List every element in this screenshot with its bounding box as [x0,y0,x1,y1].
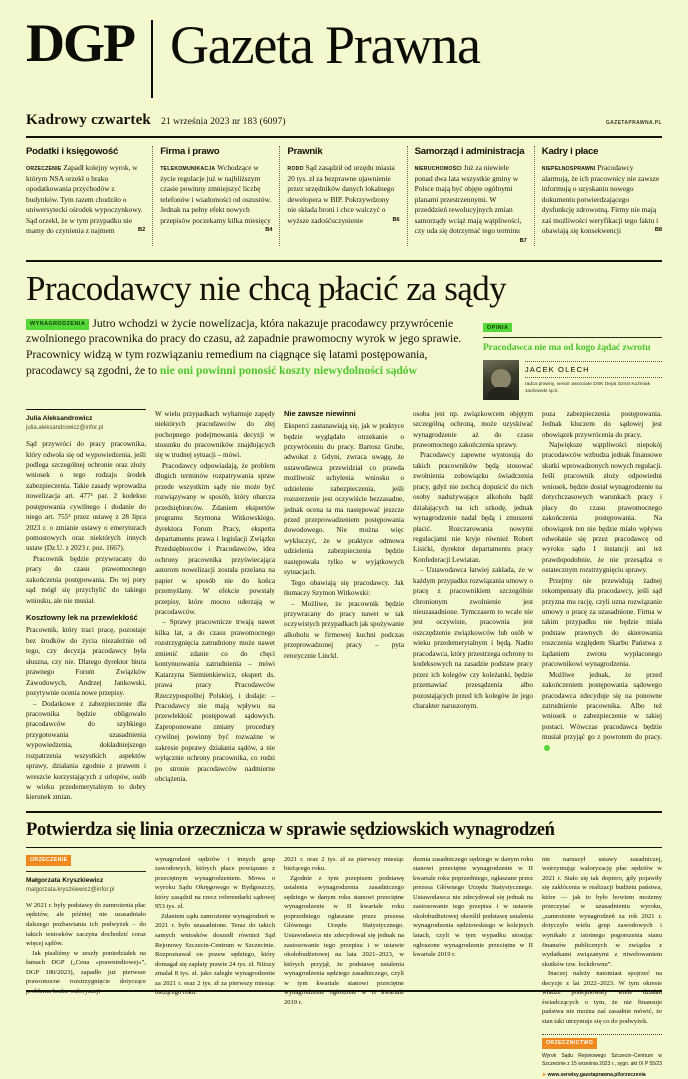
paragraph: Eksperci zastanawiają się, jak w praktyce będzie wyglądało otrzekanie o przywróceniu do pracy. Bartosz Grube, adwokat z Gdyni, zwraca uwagę, że ustawodawca przewidział co prawda możliwość uchylenia wniosku o udzielenie zabezpieczenia, jeśli rozszerzenie jest oczywiście bezzasadne, jednak ocena ta ma następować jeszcze przed przeprowadzeniem postępowania dowodowego. Nie można więc wykluczyć, że w praktyce odmowa udzielenia zabezpieczenia będzie następowała tylko w wyjątkowych sytuacjach. [284,422,404,577]
paragraph: Pracodawcy odpowiadają, że problem długich terminów rozpatrywania spraw przede wszystkim sądy nie może być rozwiązywany w sposób, który obarcza przedsiębiorców. Zdaniem ekspertów programu Szymona Witkowskiego, dyrektora Forum Pracy, eksperta departamentu prawa i legislacji Związku Przedsiębiorców i Pracodawców, idea ochrony pracownika przyświecająca autorom nowelizacji została przelana na papier w sposób nie do końca przemyślany. W efekcie powstały przepisy, które mocno uderzają w pracodawców. [155,461,275,616]
second-badge: ORZECZENIE [26,855,71,866]
opinion-rule [483,337,662,338]
paragraph: Jak pisaliśmy w zeszły poniedziałek na łamach DGP („Cena »prawniediowej«”, DGP 180/2023), zapadło już pierwsze prawomocne rozstrzygnięcie dotyczące problemu braku waloryzacji [26,949,146,995]
body-column-1-text [26,439,146,606]
teaser-1[interactable] [26,146,153,246]
teaser-tag: NIEPEŁNOSPRAWNI [541,166,596,172]
opinion-box [483,316,662,400]
teaser-heading: Samorząd i administracja [414,146,525,157]
teaser-page-ref[interactable]: B6 [392,216,400,223]
paragraph: Zgodnie z tym przepisem podstawę ustalenia wynagrodzenia zasadniczego sędziego w danym roku stanowi przeciętne wynagrodzenie w II kwartale roku poprzedniego ogłaszane przez prezesa Głównego Urzędu Statystycznego. Ustawodawca nie zdecydował się jednak na zastosowanie tego przepisu i w ustawie okołobudżetowej na lata 2021–2023, w których przyjął, że podstawę ustalenia wynagrodzenia sędziego zasadniczego, czyli w tym kwartale stanowi przeciętne wynagrodzenie ogłoszone w II kwartale 2019 r. [284,874,404,1006]
second-column-4 [413,855,533,1079]
paragraph: – Sprawy pracownicze trwają nawet kilka lat, a do czasu prawomocnego rozstrzygnięcia zatrudniony może nawet zmienić zdanie co do chęci kontynuowania zatrudnienia – mówi Katarzyna Siemienkiewicz, ekspert ds. prawa pracy Pracodawców Rzeczypospolitej Polskiej, i dodaje: – Pracodawcy nie mają wpływu na przewlekłość postępowań sądowych. Zaproponowane zmiany procedury cywilnej powinny być rozważne w zakresie poprawy działania sądów, a nie wyłącznie ochrony pracownika, co rodzi po stronie pracodawców nadmierne obciążenia. [155,618,275,783]
logo-title: Gazeta Prawna [170,15,480,75]
lead-body-columns [26,400,662,803]
paragraph: Możliwe jednak, że przed zakończeniem postępowania sądowego pracodawca zdecyduje się na ponowne zatrudnienie pracownika. Albo też wniosek o zabezpieczenie w takiej postaci. Wówczas pracodawca będzie musiał przyjąć go z powrotem do pracy. [542,670,662,754]
avatar [483,360,519,400]
second-column-3 [284,855,404,1079]
paragraph: W wielu przypadkach wyhamuje zapędy niektórych pracodawców do złej pochopnego podejmowania decyzji w stosunku do pracowników znajdujących się w trudnej sytuacji – mówi. [155,409,275,460]
teaser-text: Pracodawcy alarmują, że ich pracownicy nie zawsze informują o uzyskaniu nowego dokumentu potwierdzającego dysfunkcję zdrowotną. Firmy nie mają zaś możliwości weryfikacji tego faktu i obawiają się konsekwencji [541,163,660,236]
teaser-text: Zapadł kolejny wyrok, w którym NSA orzekł o braku opodatkowania przychodów z budynków. Tym razem chodziło o uniwersytecki ośrodek wypoczynkowy. Sąd orzekł, że w tym przypadku nie mamy do czynienia z najmem [26,163,143,236]
second-column-1-text [26,901,146,996]
teaser-3[interactable] [280,146,407,246]
paragraph: 2021 r. oraz 2 tys. zł za pierwszy miesiąc bieżącego roku. [284,855,404,873]
lead-deck-text: Jutro wchodzi w życie nowelizacja, która nakazuje pracodawcy przywrócenie zwolnionego pracownika do pracy do czasu, aż zapadnie prawomocny wyrok w jego sprawie. Pracownicy widzą w tym rozwiązaniu remedium na ciągnące się latami postępowania, pracodawcy są zgodni, że to [26,316,462,377]
second-headline[interactable]: Potwierdza się linia orzecznicza w sprawie sędziowskich wynagrodzeń [26,819,555,840]
teaser-body [26,163,145,237]
footer-rule [26,990,662,992]
lead-byline-name: Julia Aleksandrowicz [26,414,93,422]
body-column-5 [542,409,662,803]
body-column-1-text-b [26,625,146,802]
paragraph: Przejmy nie przewidują żadnej rekompensaty dla pracodawcy, jeśli sąd przyzna mu rację, czyli uzna rozwiązanie umowy o pracę za uzasadnione. Firma w takim przypadku nie będzie miała podstaw prawnych do skierowania roszczenia względem Skarbu Państwa z żądaniem zwrotu wypłaconego pracownikowi wynagrodzenia. [542,576,662,669]
masthead [26,0,662,98]
paragraph: nie naruszył ustawy zasadniczej, wstrzymując waloryzację płac sędziów w 2021 r. Stało się tak dopiero, gdy pojawiły się zakłócenia w realizacji budżetu państwa, które — jak to było bowiem możemy przeczytać w uzasadnieniu wyroku, „zamrożenie wynagrodzeń za rok 2021 r. dotyczyło wielu grup zawodowych i wynikało z istotnego pogorszenia stanu finansów publicznych w związku z wydatkami związanymi z niwelowaniem skutków tzw. lockdownu”. [542,855,662,968]
teaser-text: Już za niewiele ponad dwa lata wszystkie gminy w Polsce mają być objęte ogólnymi planami przestrzennymi. W przeddzień rewolucyjnych zmian samorządy wciąż mają wątpliwości, czy uda się dotrzymać tego terminu [414,163,522,236]
second-column-1 [26,855,146,1079]
paragraph: – Możliwe, że pracownik będzie przywracany do pracy nawet w tak oczywistych przypadkach jak spożywanie alkoholu w firmowej kuchni podczas przeprowadzonej pracy – pyta retorycznie Linckl. [284,599,404,660]
teaser-text: Wchodzące w życie regulacje już w najbliższym czasie powinny zmniejszyć liczbę telefonów i wiadomości od oszustów. Jednak na pełny efekt nowych przepisów poczekamy kilka miesięcy [160,163,272,225]
opinion-author-block [483,360,662,400]
paragraph: osoba jest np. związkowcem objętym szczególną ochroną, może uzyskiwać wynagrodzenie aż do czasu prawomocnego zakończenia sprawy. [413,409,533,449]
logo-abbreviation: DGP [26,13,134,73]
body-column-1 [26,409,146,803]
website-url: GAZETAPRAWNA.PL [605,120,662,126]
paragraph: W 2021 r. były podstawy do zamrożenia płac sędziów, ale później nie uzasadniało dalszego pozbawiania ich podwyżek – do takich wniosków zaczyna dochodzić coraz więcej sądów. [26,901,146,948]
dateline [26,112,662,129]
paragraph: Pracownik będzie przywracany do pracy do czasu prawomocnego zakończenia postępowania. Do tej pory sąd mógł się przychylić do takiego wniosku, ale nie musiał. [26,554,146,605]
opinion-badge: OPINIA [483,323,513,333]
teaser-body [160,163,273,234]
orzecznictwo-link[interactable] [542,1069,662,1079]
paragraph: poza zabezpieczenia postępowania. Jednak kluczem do sądowej jest obowiązek przywrócenia do pracy. [542,409,662,439]
paragraph: Tego obawiają się pracodawcy. Jak tłumaczy Szymon Witkowski: [284,578,404,598]
paragraph: Inaczej należy natomiast spojrzeć na decyzje z lat 2022–2023. W tym okresie władze podejmowały wiele działań świadczących o tym, że nie finansuje państwa nie można zaś zasadnie mówić, że stan taki utrzymuje się co do podwyżek. [542,970,662,1025]
paragraph: dzenia zasadniczego sędziego w danym roku stanowi przeciętne wynagrodzenie w II kwartale roku poprzedniego, ogłaszane przez prezesa Głównego Urzędu Statystycznego. Ustawodawca nie zdecydował się jednak na zastosowanie tego przepisu i w ustawie okołobudżetowej określił podstawę ustalenia wynagrodzenia sędziowskiego w kolejnych latach, czyli w tym wypadku stosując ogłoszone wynagrodzenie przeciętne w II kwartale 2019 r. [413,855,533,959]
subhead-kosztowny-lek: Kosztowny lek na przewlekłość [26,613,138,623]
paragraph: Największe wątpliwości niepokój pracodawców wzbudza jednak finansowe skutki wprowadzonych nowych regulacji. Jeśli pracownik złoży odpowiedni wniosek, będzie dostał wynagrodzenie na dotychczasowych warunkach pracy i płacy do czasu prawomocnego zakończenia postępowania. Na obowiązek ten nie będzie miało wpływu odwołanie się przez pracodawcę od wyroku sądu I instancji ani też prawdopodobnie, że nie przesądza o ostatecznym rozstrzygnięciu sprawy. [542,441,662,575]
paragraph: Pracodawcy zapewne wystosują do takich pracowników będą stosować zwolnienia zobowiązku świadczenia pracy, gdyż nie zechcą dopuścić do nich osoby nadużywające alkoholu bądź działających na ich szkodę, jednak wynagrodzenie nadal będą i zmuszeni płacić. Rozczarowania nowymi regulacjami nie kryje również Robert Lisicki, dyrektor departamentu pracy Konfederacji Lewiatan. [413,451,533,564]
lead-deck-highlight[interactable]: nie oni powinni ponosić koszty niewydolności sądów [159,363,417,377]
section-kicker: Kadrowy czwartek [26,112,151,128]
teaser-heading: Kadry i płace [541,146,599,157]
subhead-nie-zawsze-niewinni: Nie zawsze niewinni [284,408,356,418]
paragraph: Sąd przywróci do pracy pracownika, który odwoła się od wypowiedzenia, jeśli podlega szczególnej ochronie oraz złoży wniosek o tego rodzaju środek zabezpieczenia. Takie zasady wprowadza nowelizacja art. 477² par. 2 kodeksu postępowania cywilnego i dodanie do niego art. 755⁵ przez ustawę z 28 lipca 2023 r. o zmianie ustawy o emeryturach pomostowych oraz niektórych innych ustaw (Dz.U. z 2023 r. poz. 1667). [26,440,146,553]
logo-divider [151,20,153,98]
body-column-4 [413,409,533,803]
paragraph: wynagrodzeń sędziów i innych grup zawodowych, których płace powiązano z przeciętnym wynagrodzeniem. Mowa o wyroku Sądu Okręgowego w Bydgoszczy, który zasądził na rzecz referendarki sądowej 953 tys. zł. [155,855,275,911]
teaser-5[interactable] [535,146,662,246]
teaser-2[interactable] [153,146,280,246]
lead-deck [26,316,471,378]
teaser-body [414,163,527,244]
lead-byline-email[interactable]: julia.aleksandrowicz@infor.pl [26,425,104,432]
teaser-strip [26,138,662,253]
second-column-2 [155,855,275,1079]
second-byline-name: Małgorzata Kryszkiewicz [26,876,104,884]
byline-rule [26,409,146,410]
lead-headline: Pracodawcy nie chcą płacić za sądy [26,268,507,308]
second-column-5-text [542,855,662,1027]
second-column-5 [542,855,662,1079]
teaser-body [542,163,662,237]
paragraph: Zdaniem sądu zamrożenie wynagrodzeń w 2021 r. było uzasadnione. Teraz do takich samych wniosków doszedł również Sąd Rejonowy Szczecin-Centrum w Szczecinie. Rozpoznawał on pozew sędziego, który domagał się zapłaty prawie 24 tys. zł. Niższy zmalał 8 tys. zł. jako zaległe wynagrodzenie za 2021 r. oraz 2 tys. zł za pierwszy miesiąc bieżącego roku. [155,912,275,997]
opinion-author-name: JACEK OLECH [524,364,590,374]
teaser-tag: TELEKOMUNIKACJA [160,166,216,172]
lead-deck-block [26,316,471,400]
teaser-page-ref[interactable]: B2 [138,227,146,234]
teaser-tag: RODO [287,166,304,172]
body-column-3-text [284,421,404,661]
orzecznictwo-link-text: www.serwisy.gazetaprawna.pl/orzeczenia [547,1071,646,1078]
second-byline-rule [26,871,146,872]
teaser-page-ref[interactable]: B4 [265,227,273,234]
teaser-tag: NIERUCHOMOŚCI [414,166,462,172]
paragraph: Pracownik, który traci pracę, pozostaje bez środków do życia niezależnie od tego, czy decyzja pracodawcy była słuszna, czy nie. Dlatego dyrektor biura prawnego Forum Związków Zawodowych, Andrzej Jankowski, pozytywnie ocenia nowe przepisy. [26,626,146,698]
orzecznictwo-box [542,1034,662,1079]
orzecznictwo-badge: ORZECZNICTWO [542,1038,597,1049]
lead-kicker-badge: WYNAGRODZENIA [26,319,89,330]
paragraph: – Dodatkowe z zabezpieczenie dla pracownika będzie obligowało pracodawców do szybkiego przygotowania uzasadnienia wypowiedzenia, dokładniejszego rozpatrzenia wszystkich aspektów sprawy, działania zgodnie z prawem i wreszcie korzystających z urlopów, osób w wieku przedemerytalnym to dobry kierunek zmian. [26,699,146,802]
arrow-icon: ➤ [542,1071,547,1078]
issue-date: 21 września 2023 nr 183 (6097) [160,117,286,127]
teaser-page-ref[interactable]: B7 [519,237,527,244]
teaser-tag: ORZECZENIE [26,166,62,172]
opinion-title[interactable]: Pracodawca nie ma od kogo żądać zwrotu [482,341,651,353]
teaser-body [287,163,399,226]
second-byline-email[interactable]: malgorzata.kryszkiewicz@infor.pl [26,887,115,894]
end-mark-icon [544,745,550,751]
orzecznictwo-body: Wyrok Sądu Rejonowego Szczecin–Centrum w Szczecinie z 15 września 2023 r., sygn. akt IX P 55/23 [542,1053,662,1068]
body-column-3 [284,409,404,803]
body-column-2 [155,409,275,803]
teaser-page-ref[interactable]: B8 [654,227,662,234]
second-body-columns [26,855,662,1079]
teaser-4[interactable] [408,146,535,246]
second-story-bottom-rule [26,847,662,848]
paragraph: – Ustawodawca łatwiej zakłada, że w każdym przypadku rozwiązania umowy o pracę z pracownikiem szczególnie chronionym zwolnienie jest nieuzasadnione. Tymczasem to wcale nie jest oczywiste, pracownia jest oszczędzenie związkowców lub osób w wieku przedemerytalnym i będą. Nadto pracodawca, który przestrzega ochrony to kodeksowych na zasadzie podstaw pracy przez ich kolegów czy koleżanki, będzie przemawiać przesądzenia albo pozostających przed ich kolegów że jego charakter naruszonym. [413,566,533,710]
teaser-heading: Firma i prawo [160,146,220,157]
lead-story [26,262,662,400]
teaser-heading: Prawnik [287,146,323,157]
opinion-author-role: radca prawny, senior associate DSK Depa Szmit Kuźmiak Jackowski sp.k. [524,381,651,395]
teaser-heading: Podatki i księgowość [26,146,119,157]
teaser-text: Sąd zasądził od urzędu miasta 20 tys. zł za bezprawne ujawnienie przez urzędników danych lokalnego dewelopera w BIP. Pokrzywdzony nie składa broni i chce walczyć o wyższe zadośćuczynienie [287,163,395,225]
